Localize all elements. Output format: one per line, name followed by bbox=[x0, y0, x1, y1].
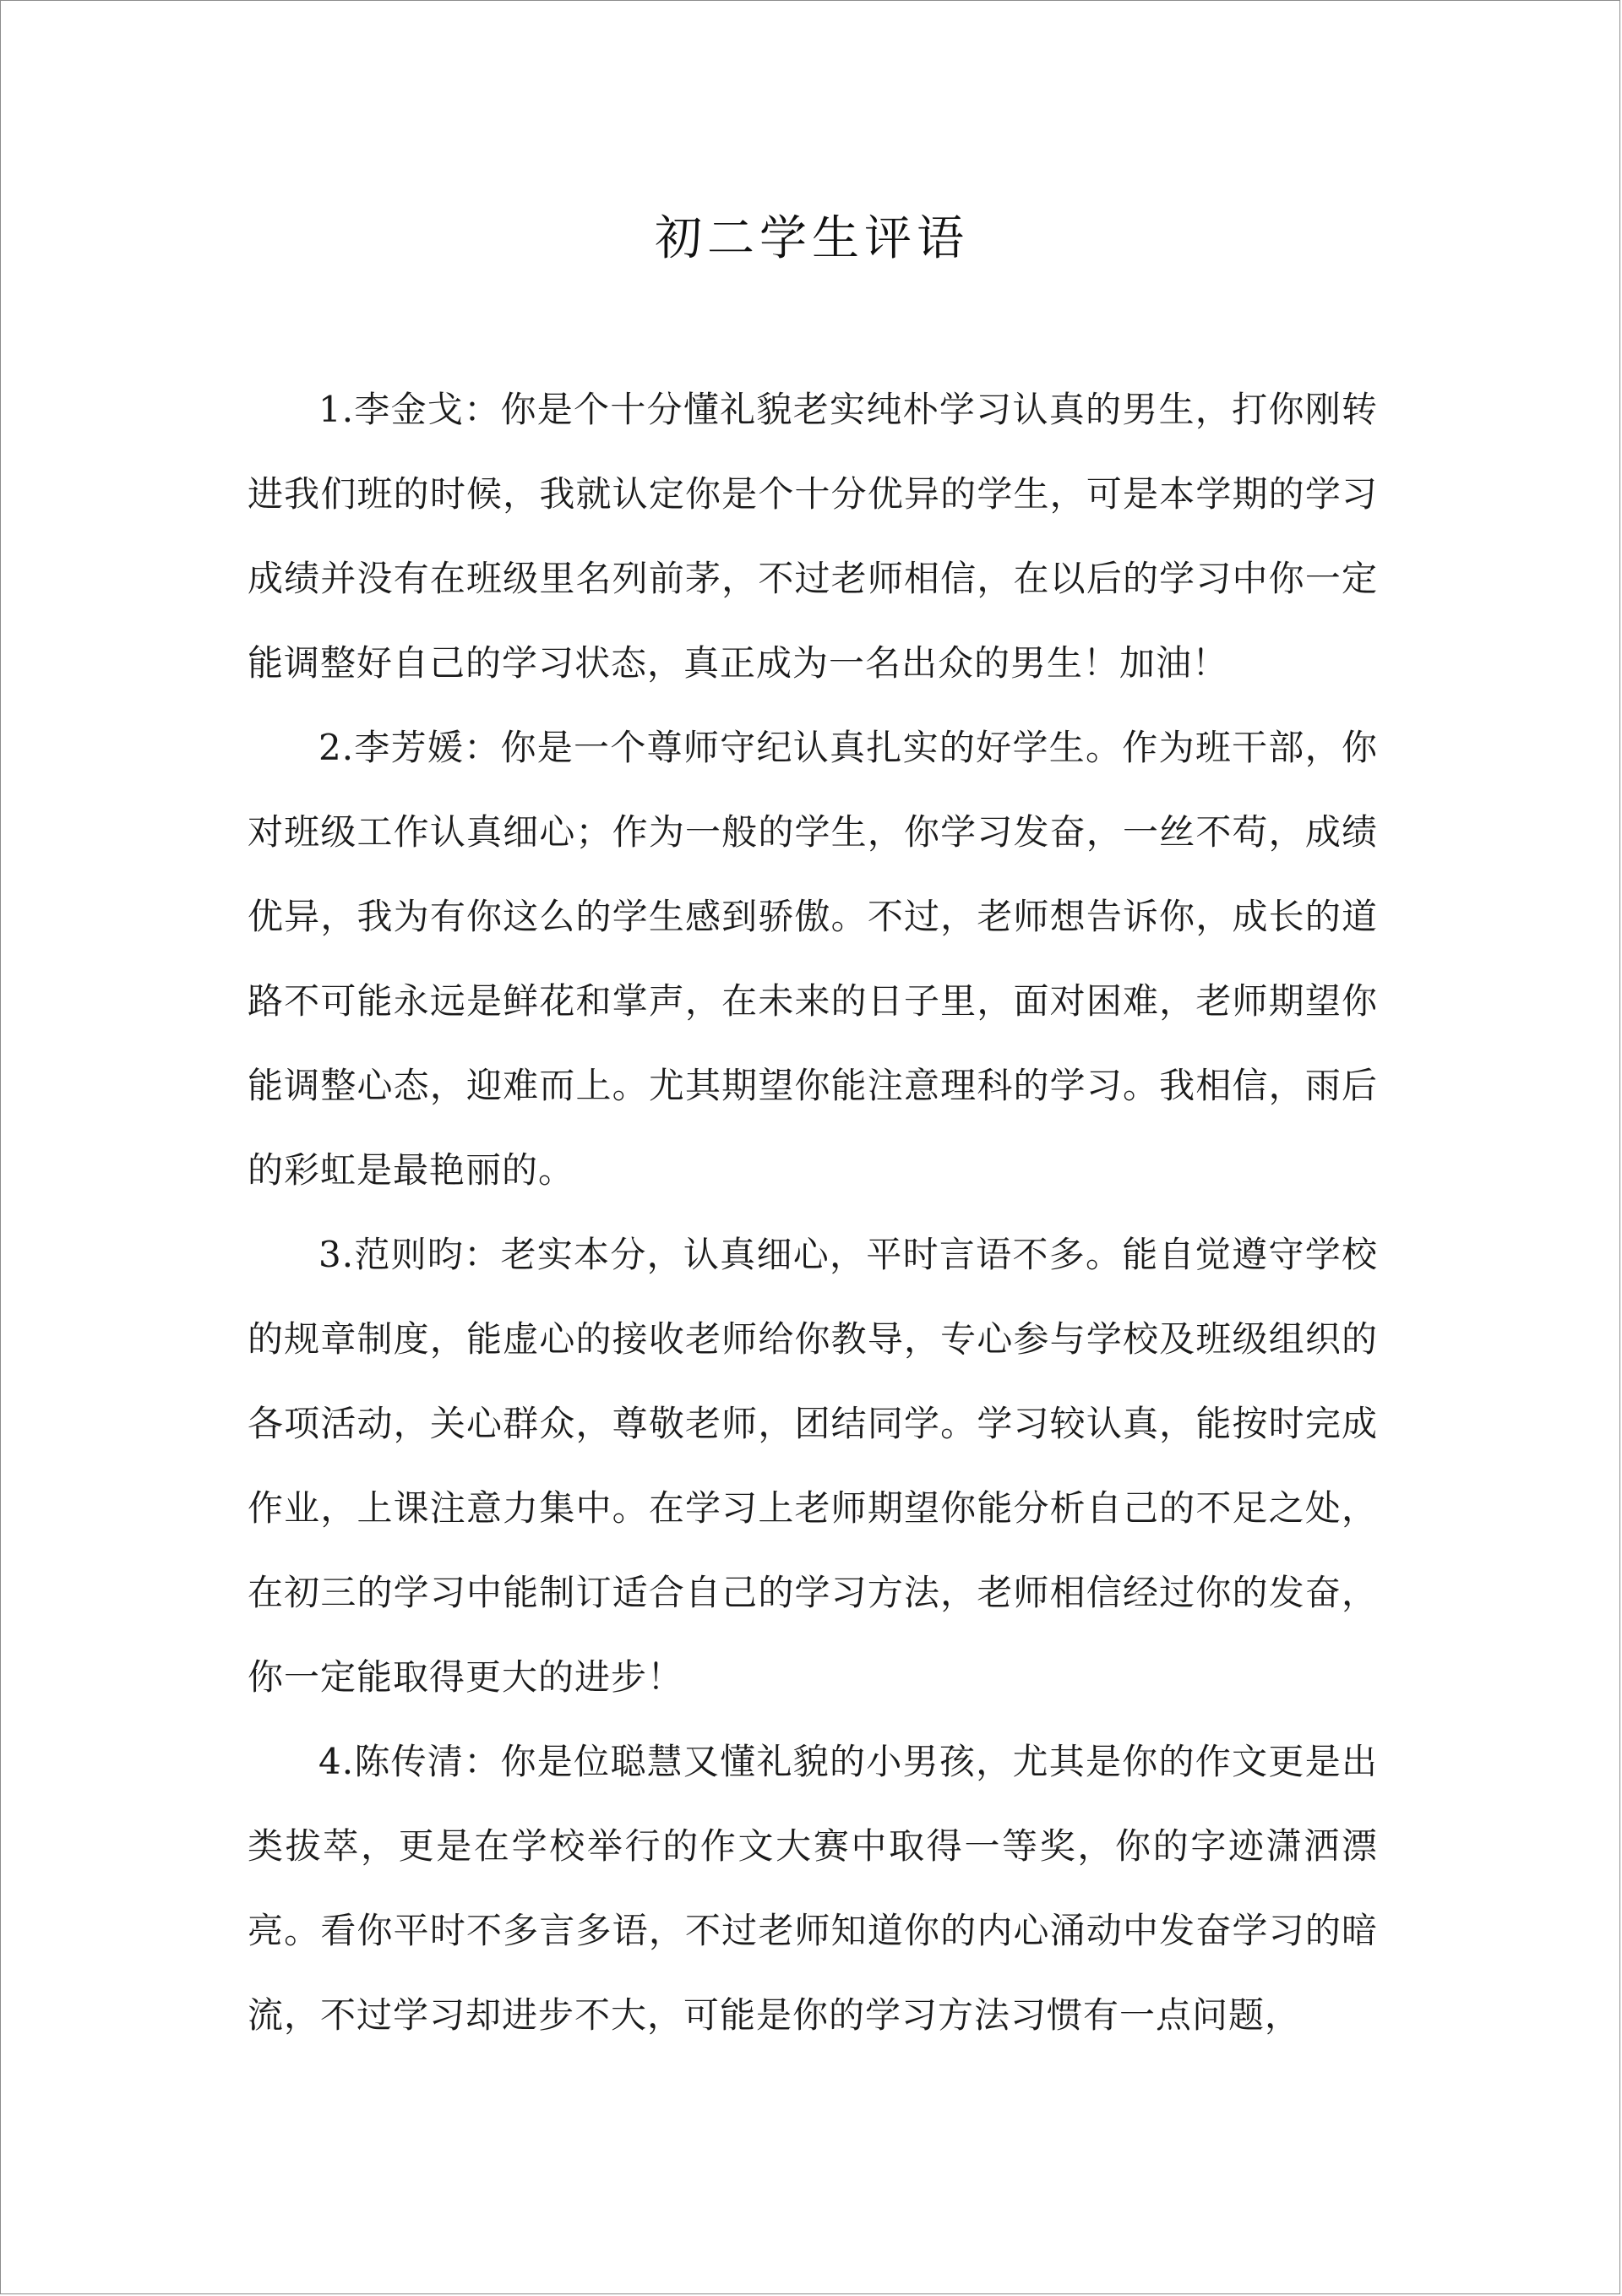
comment-paragraph-2: 2.李芳媛：你是一个尊师守纪认真扎实的好学生。作为班干部，你对班级工作认真细心；作为一般的学生，你学习发奋，一丝不苟，成绩优异，我为有你这么的学生感到骄傲。不过，老师想告诉你，成长的道路不可能永远是鲜花和掌声，在未来的日子里，面对困难，老师期望你能调整心态，迎难而上。尤其期望你能注意理科的学习。我相信，雨后的彩虹是最艳丽的。 bbox=[248, 727, 1378, 1191]
comment-paragraph-1: 1.李金戈：你是个十分懂礼貌老实纯朴学习认真的男生，打你刚转进我们班的时候，我就认定你是个十分优异的学生，可是本学期的学习成绩并没有在班级里名列前茅，不过老师相信，在以后的学习中你一定能调整好自己的学习状态，真正成为一名出众的男生！加油！ bbox=[248, 389, 1378, 684]
comment-paragraph-4: 4.陈传清：你是位聪慧又懂礼貌的小男孩，尤其是你的作文更是出类拔萃，更是在学校举行的作文大赛中取得一等奖，你的字迹潇洒漂亮。看你平时不多言多语，不过老师知道你的内心涌动中发奋学习的暗流，不过学习却进步不大，可能是你的学习方法习惯有一点问题， bbox=[248, 1741, 1378, 2036]
document-body bbox=[248, 368, 1378, 2058]
comment-paragraph-3: 3.范则昀：老实本分，认真细心，平时言语不多。能自觉遵守学校的规章制度，能虚心的接收老师给你教导，专心参与学校及班级组织的各项活动，关心群众，尊敬老师，团结同学。学习较认真，能按时完成作业，上课注意力集中。在学习上老师期望你能分析自己的不足之处，在初三的学习中能制订适合自己的学习方法，老师相信经过你的发奋，你一定能取得更大的进步！ bbox=[248, 1234, 1378, 1698]
document-title: 初二学生评语 bbox=[655, 211, 969, 266]
